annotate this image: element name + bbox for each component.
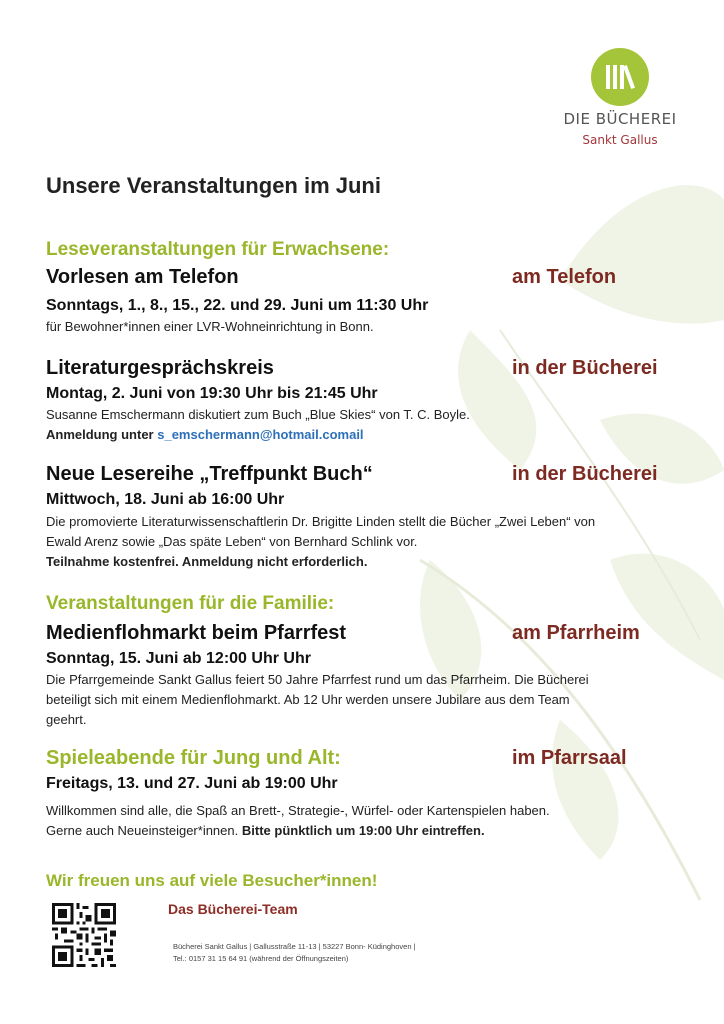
footer-address: Bücherei Sankt Gallus | Gallusstraße 11-13 | 53227 Bonn- Küdinghoven | [173,942,416,951]
event-date: Sonntags, 1., 8., 15., 22. und 29. Juni um 11:30 Uhr [46,297,429,314]
event-description: Die promovierte Literaturwissenschaftlerin Dr. Brigitte Linden stellt die Bücher „Zwei Leben“ von [46,514,596,529]
event-date: Montag, 2. Juni von 19:30 Uhr bis 21:45 Uhr [46,385,378,402]
registration-label: Anmeldung unter [46,427,154,442]
library-subtitle: Sankt Gallus [582,133,658,147]
page-title: Unsere Veranstaltungen im Juni [46,173,381,198]
event-title: Neue Lesereihe „Treffpunkt Buch“ [46,463,373,485]
email-link[interactable]: s_emschermann@hotmail.comail [157,427,364,442]
section-heading-family: Veranstaltungen für die Familie: [46,593,335,614]
event-description: Ewald Arenz sowie „Das späte Leben“ von Bernhard Schlink vor. [46,534,418,549]
library-logo [591,48,649,106]
event-description-line [46,821,686,841]
event-description: Die Pfarrgemeinde Sankt Gallus feiert 50 Jahre Pfarrfest rund um das Pfarrheim. Die Bücherei [46,672,589,687]
closing-text: Wir freuen uns auf viele Besucher*innen! [46,871,378,890]
event-date: Mittwoch, 18. Juni ab 16:00 Uhr [46,491,285,508]
event-location: am Telefon [512,266,617,288]
event-description: geehrt. [46,712,87,727]
section-heading-adults: Leseveranstaltungen für Erwachsene: [46,239,390,260]
library-name: DIE BÜCHEREI [563,110,677,128]
event-location: am Pfarrheim [512,622,640,644]
books-logo-icon [591,48,649,106]
qr-code-icon[interactable] [52,903,116,967]
event-location: im Pfarrsaal [512,747,627,769]
event-title: Medienflohmarkt beim Pfarrfest [46,622,347,644]
event-description: Susanne Emschermann diskutiert zum Buch „Blue Skies“ von T. C. Boyle. [46,407,470,422]
registration-line [46,425,686,445]
event-description: Willkommen sind alle, die Spaß an Brett-, Strategie-, Würfel- oder Kartenspielen haben. [46,803,550,818]
event-description: Gerne auch Neueinsteiger*innen. [46,823,239,838]
event-location: in der Bücherei [512,463,658,485]
event-description: beteiligt sich mit einem Medienflohmarkt. Ab 12 Uhr werden unsere Jubilare aus dem Team [46,692,570,707]
signature: Das Bücherei-Team [168,901,298,917]
event-date: Sonntag, 15. Juni ab 12:00 Uhr Uhr [46,650,311,667]
event-title: Literaturgesprächskreis [46,357,274,379]
event-note: Teilnahme kostenfrei. Anmeldung nicht erforderlich. [46,554,368,569]
event-title: Vorlesen am Telefon [46,266,239,288]
footer-phone: Tel.: 0157 31 15 64 91 (während der Öffnungszeiten) [173,954,349,963]
event-note: Bitte pünktlich um 19:00 Uhr eintreffen. [241,823,485,838]
event-description: für Bewohner*innen einer LVR-Wohneinrichtung in Bonn. [46,319,374,334]
event-location: in der Bücherei [512,357,658,379]
event-title: Spieleabende für Jung und Alt: [46,747,341,769]
event-date: Freitags, 13. und 27. Juni ab 19:00 Uhr [46,775,338,792]
